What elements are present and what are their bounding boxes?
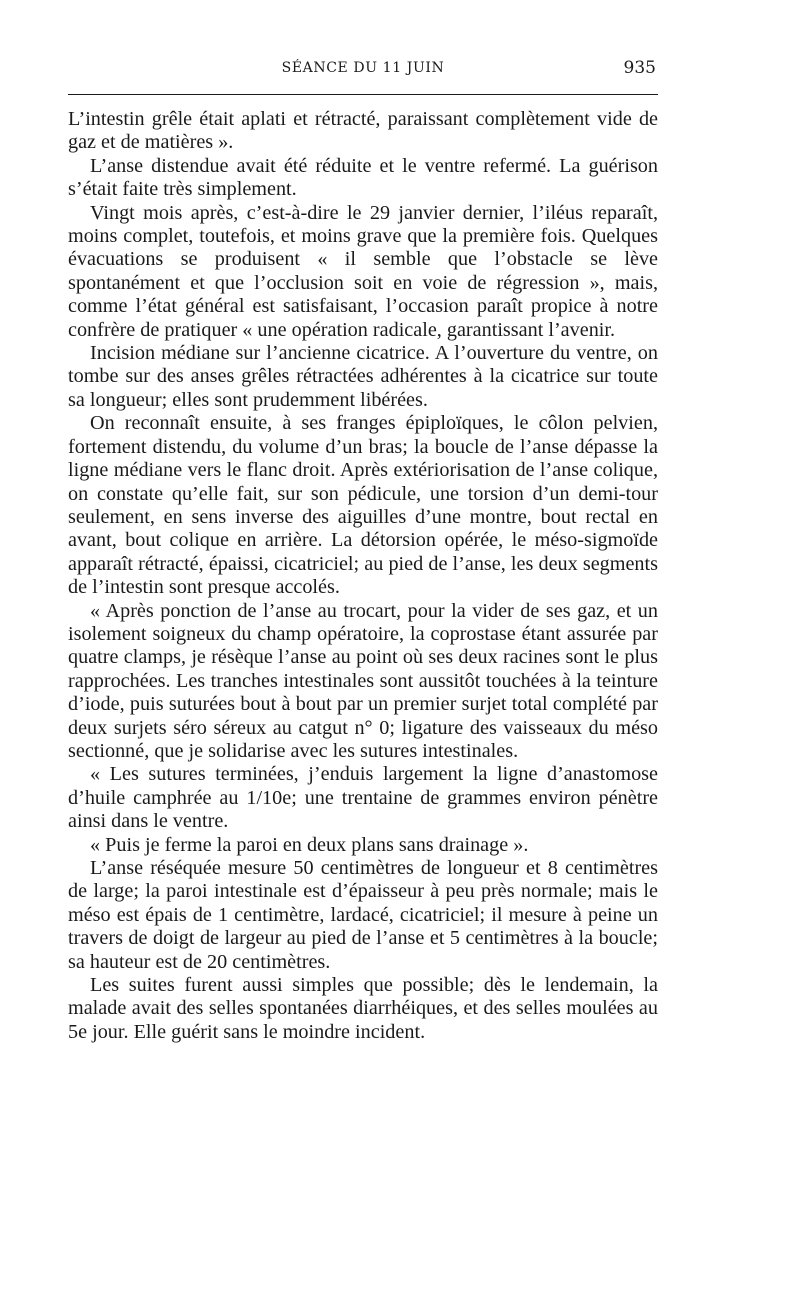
paragraph: Vingt mois après, c’est-à-dire le 29 janvier dernier, l’iléus reparaît, moins complet, toutefois, et moins grave que la première fois. Quelques évacuations se produisent « il semble que l’obstacle se lève spontanément et que l’occlusion soit en voie de régression », mais, comme l’état général est satisfaisant, l’occasion paraît propice à notre confrère de pratiquer « une opération radicale, garantissant l’avenir. bbox=[68, 201, 658, 341]
running-title: SÉANCE DU 11 JUIN bbox=[281, 60, 445, 76]
paragraph: L’anse distendue avait été réduite et le ventre refermé. La guérison s’était faite très simplement. bbox=[68, 154, 658, 201]
paragraph: « Après ponction de l’anse au trocart, pour la vider de ses gaz, et un isolement soigneux du champ opératoire, la coprostase étant assurée par quatre clamps, je résèque l’anse au point où ses deux racines sont le plus rapprochées. Les tranches intestinales sont aussitôt touchées à la teinture d’iode, puis suturées bout à bout par un premier surjet total complété par deux surjets séro séreux au catgut n° 0; ligature des vaisseaux du méso sectionné, que je solidarise avec les sutures intestinales. bbox=[68, 599, 658, 762]
paragraph: « Les sutures terminées, j’enduis largement la ligne d’anastomose d’huile camphrée au 1/10e; une trentaine de grammes environ pénètre ainsi dans le ventre. bbox=[68, 763, 658, 833]
paragraph: L’intestin grêle était aplati et rétracté, paraissant complètement vide de gaz et de matières ». bbox=[68, 108, 658, 154]
paragraph: L’anse réséquée mesure 50 centimètres de longueur et 8 centimètres de large; la paroi intestinale est d’épaisseur à peu près normale; mais le méso est épais de 1 centimètre, lardacé, cicatriciel; il mesure à peine un travers de doigt de largeur au pied de l’anse et 5 centimètres à la boucle; sa hauteur est de 20 centimètres. bbox=[68, 857, 658, 973]
paragraph: « Puis je ferme la paroi en deux plans sans drainage ». bbox=[90, 833, 529, 856]
header-rule bbox=[68, 94, 658, 95]
page-number: 935 bbox=[623, 58, 656, 78]
body-text bbox=[68, 108, 658, 1044]
paragraph: Les suites furent aussi simples que possible; dès le lendemain, la malade avait des selles spontanées diarrhéiques, et des selles moulées au 5e jour. Elle guérit sans le moindre incident. bbox=[68, 974, 658, 1043]
page-header bbox=[68, 54, 658, 88]
paragraph: Incision médiane sur l’ancienne cicatrice. A l’ouverture du ventre, on tombe sur des anses grêles rétractées adhérentes à la cicatrice sur toute sa longueur; elles sont prudemment libérées. bbox=[68, 342, 658, 411]
paragraph: On reconnaît ensuite, à ses franges épiploïques, le côlon pelvien, fortement distendu, du volume d’un bras; la boucle de l’anse dépasse la ligne médiane vers le flanc droit. Après extériorisation de l’anse colique, on constate qu’elle fait, sur son pédicule, une torsion d’un demi-tour seulement, en sens inverse des aiguilles d’une montre, bout rectal en avant, bout colique en arrière. La détorsion opérée, le méso-sigmoïde apparaît rétracté, épaissi, cicatriciel; au pied de l’anse, les deux segments de l’intestin sont presque accolés. bbox=[68, 412, 658, 599]
